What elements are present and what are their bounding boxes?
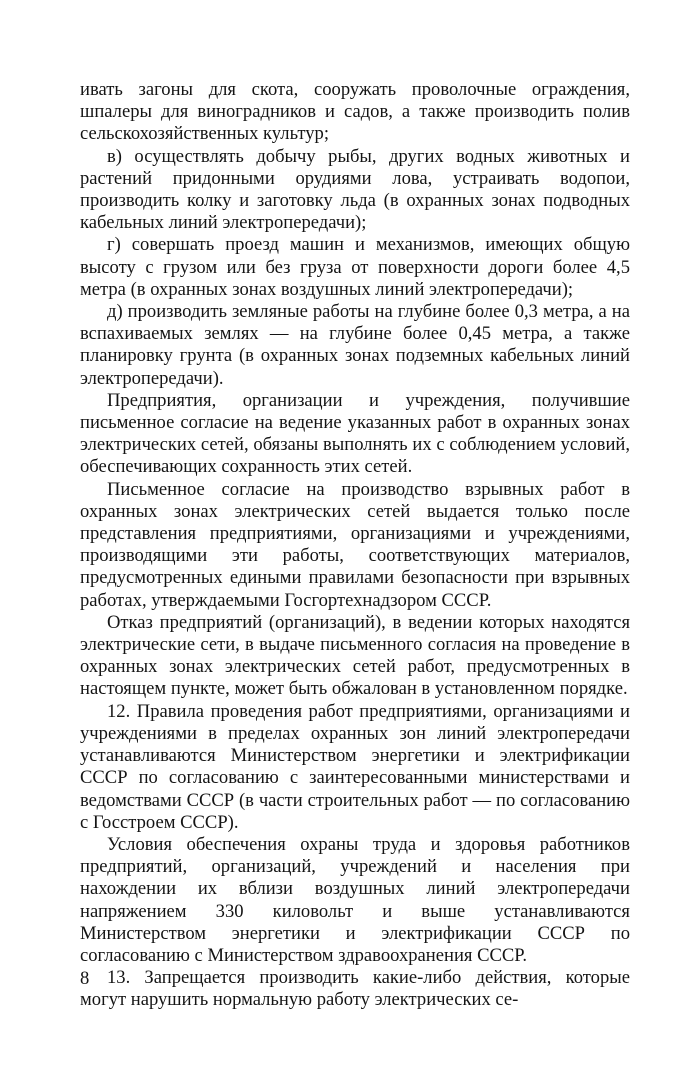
paragraph-section-13: 13. Запрещается производить какие-либо действия, которые могут нарушить нормальную работу электрических се- xyxy=(80,967,630,1011)
paragraph-labor-safety: Условия обеспечения охраны труда и здоровья работников предприятий, организаций, учреждений и населения при нахождении их вблизи воздушных линий электропередачи напряжением 330 киловольт и выше устанавливаются Министерством энергетики и электрификации СССР по согласованию с Министерством здравоохранения СССР. xyxy=(80,833,630,966)
page-number: 8 xyxy=(80,968,90,989)
paragraph-section-12: 12. Правила проведения работ предприятиями, организациями и учреждениями в пределах охранных зон линий электропередачи устанавливаются Министерством энергетики и электрификации СССР по согласованию с заинтересованными министерствами и ведомствами СССР (в части строительных работ — по согласованию с Госстроем СССР). xyxy=(80,700,630,833)
paragraph-item-v: в) осуществлять добычу рыбы, других водных животных и растений придонными орудиями лова, устраивать водопои, производить колку и заготовку льда (в охранных зонах подводных кабельных линий электропередачи); xyxy=(80,145,630,234)
paragraph-continuation: ивать загоны для скота, сооружать проволочные ограждения, шпалеры для виноградников и садов, а также производить полив сельскохозяйственных культур; xyxy=(80,79,630,145)
document-page xyxy=(80,79,630,1012)
paragraph-consent: Предприятия, организации и учреждения, получившие письменное согласие на ведение указанных работ в охранных зонах электрических сетей, обязаны выполнять их с соблюдением условий, обеспечивающих сохранность этих сетей. xyxy=(80,389,630,478)
paragraph-item-d: д) производить земляные работы на глубине более 0,3 метра, а на вспахиваемых землях — на глубине более 0,45 метра, а также планировку грунта (в охранных зонах подземных кабельных линий электропередачи). xyxy=(80,301,630,389)
paragraph-blasting: Письменное согласие на производство взрывных работ в охранных зонах электрических сетей выдается только после представления предприятиями, организациями и учреждениями, производящими эти работы, соответствующих материалов, предусмотренных едиными правилами безопасности при взрывных работах, утверждаемыми Госгортехнадзором СССР. xyxy=(80,478,630,611)
paragraph-refusal: Отказ предприятий (организаций), в ведении которых находятся электрические сети, в выдаче письменного согласия на проведение в охранных зонах электрических сетей работ, предусмотренных в настоящем пункте, может быть обжалован в установленном порядке. xyxy=(80,611,630,700)
paragraph-item-g: г) совершать проезд машин и механизмов, имеющих общую высоту с грузом или без груза от поверхности дороги более 4,5 метра (в охранных зонах воздушных линий электропередачи); xyxy=(80,234,630,300)
